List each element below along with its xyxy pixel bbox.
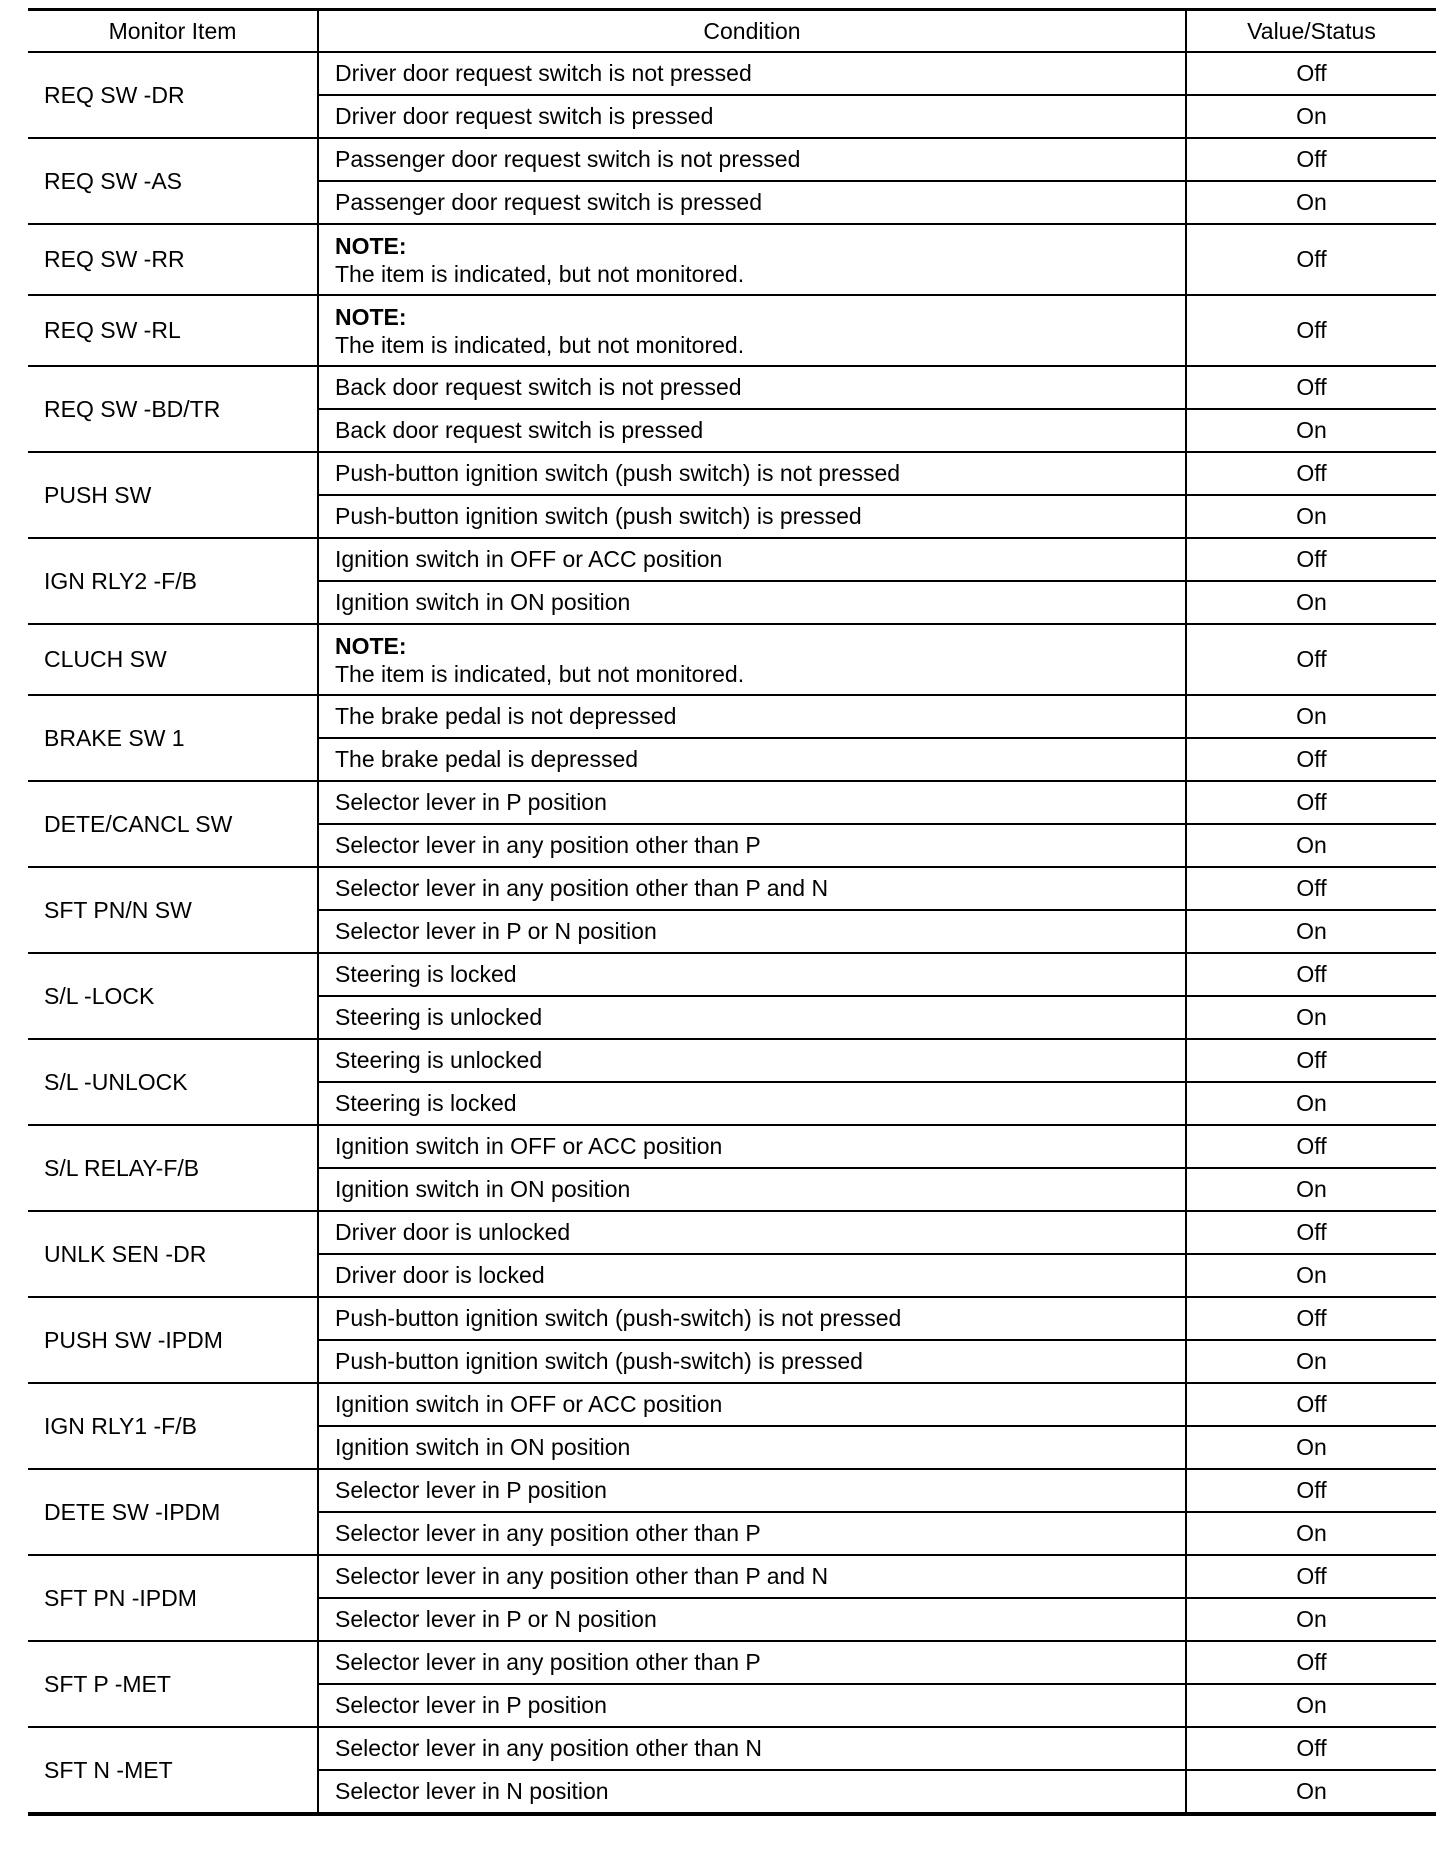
value-status-cell: Off	[1186, 953, 1436, 996]
value-status-cell: Off	[1186, 138, 1436, 181]
table-body	[28, 52, 1436, 1814]
table-row	[28, 1039, 1436, 1082]
value-status-cell: Off	[1186, 1641, 1436, 1684]
value-status-cell: Off	[1186, 624, 1436, 695]
condition-cell: Selector lever in P or N position	[318, 1598, 1186, 1641]
value-status-cell: Off	[1186, 1727, 1436, 1770]
condition-cell: Selector lever in P position	[318, 1684, 1186, 1727]
value-status-cell: Off	[1186, 781, 1436, 824]
header-monitor-item: Monitor Item	[28, 10, 318, 53]
value-status-cell: On	[1186, 1168, 1436, 1211]
value-status-cell: On	[1186, 1598, 1436, 1641]
condition-cell: Selector lever in P position	[318, 1469, 1186, 1512]
value-status-cell: On	[1296, 1778, 1327, 1804]
header-value-status: Value/Status	[1186, 10, 1436, 53]
value-status-cell: Off	[1186, 52, 1436, 95]
monitor-item-cell: IGN RLY1 -F/B	[28, 1383, 318, 1469]
condition-cell: Driver door is locked	[318, 1254, 1186, 1297]
value-status-cell: Off	[1186, 1125, 1436, 1168]
note-text: The item is indicated, but not monitored.	[335, 260, 745, 287]
note-label: NOTE:	[335, 232, 407, 259]
value-status-cell: Off	[1186, 738, 1436, 781]
monitor-item-cell: SFT P -MET	[28, 1641, 318, 1727]
condition-cell: Ignition switch in OFF or ACC position	[318, 538, 1186, 581]
condition-cell: Selector lever in any position other than P and N	[318, 1555, 1186, 1598]
condition-cell: Push-button ignition switch (push switch) is pressed	[318, 495, 1186, 538]
table-row	[28, 538, 1436, 581]
value-status-cell: Off	[1186, 366, 1436, 409]
value-status-cell: Off	[1186, 224, 1436, 295]
value-status-cell: On	[1186, 1512, 1436, 1555]
condition-cell: The brake pedal is depressed	[318, 738, 1186, 781]
condition-cell: Driver door request switch is pressed	[318, 95, 1186, 138]
header-condition: Condition	[318, 10, 1186, 53]
condition-cell: Ignition switch in ON position	[318, 1168, 1186, 1211]
table-row	[28, 452, 1436, 495]
monitor-item-cell: S/L RELAY-F/B	[28, 1125, 318, 1211]
note-label: NOTE:	[335, 632, 407, 659]
table-row	[28, 366, 1436, 409]
condition-cell: Selector lever in P position	[318, 781, 1186, 824]
condition-cell: Driver door request switch is not pressed	[318, 52, 1186, 95]
value-status-cell: On	[1186, 695, 1436, 738]
value-status-cell: On	[1186, 910, 1436, 953]
table-row	[28, 295, 1436, 366]
value-status-cell: Off	[1186, 867, 1436, 910]
condition-cell: Selector lever in N position	[318, 1770, 1186, 1814]
table-row	[28, 1125, 1436, 1168]
value-status-cell: On	[1186, 95, 1436, 138]
condition-cell: Ignition switch in OFF or ACC position	[318, 1125, 1186, 1168]
table-row	[28, 624, 1436, 695]
condition-cell: Ignition switch in ON position	[318, 581, 1186, 624]
monitor-item-cell: CLUCH SW	[28, 624, 318, 695]
table-row	[28, 138, 1436, 181]
table-row	[28, 1297, 1436, 1340]
monitor-item-cell: S/L -LOCK	[28, 953, 318, 1039]
condition-cell: Ignition switch in OFF or ACC position	[318, 1383, 1186, 1426]
table-row	[28, 1641, 1436, 1684]
condition-cell: Push-button ignition switch (push-switch) is not pressed	[318, 1297, 1186, 1340]
value-status-cell: On	[1186, 581, 1436, 624]
table-row	[28, 781, 1436, 824]
monitor-item-cell: UNLK SEN -DR	[28, 1211, 318, 1297]
condition-cell: Selector lever in any position other than P	[318, 824, 1186, 867]
table-row	[28, 953, 1436, 996]
table-row	[28, 1469, 1436, 1512]
condition-cell: Ignition switch in ON position	[318, 1426, 1186, 1469]
value-status-cell: Off	[1186, 1555, 1436, 1598]
monitor-item-table	[28, 8, 1436, 1816]
monitor-item-cell: REQ SW -BD/TR	[28, 366, 318, 452]
monitor-item-cell: DETE/CANCL SW	[28, 781, 318, 867]
condition-cell: Passenger door request switch is pressed	[318, 181, 1186, 224]
value-status-cell: Off	[1186, 452, 1436, 495]
monitor-item-cell: REQ SW -AS	[28, 138, 318, 224]
table-row	[28, 1211, 1436, 1254]
condition-cell: Push-button ignition switch (push-switch) is pressed	[318, 1340, 1186, 1383]
condition-cell: Steering is locked	[318, 1082, 1186, 1125]
condition-cell: Selector lever in any position other than P	[318, 1512, 1186, 1555]
monitor-item-cell: S/L -UNLOCK	[28, 1039, 318, 1125]
value-status-cell: On	[1186, 1254, 1436, 1297]
table-row	[28, 867, 1436, 910]
value-status-cell: Off	[1186, 1383, 1436, 1426]
condition-cell	[318, 224, 1186, 295]
monitor-item-cell: BRAKE SW 1	[28, 695, 318, 781]
condition-cell: Steering is unlocked	[318, 1039, 1186, 1082]
value-status-cell: Off	[1186, 1039, 1436, 1082]
table-row	[28, 224, 1436, 295]
monitor-item-cell: SFT PN -IPDM	[28, 1555, 318, 1641]
monitor-item-cell: DETE SW -IPDM	[28, 1469, 318, 1555]
monitor-item-cell: SFT PN/N SW	[28, 867, 318, 953]
condition-cell: Steering is locked	[318, 953, 1186, 996]
condition-cell	[318, 295, 1186, 366]
condition-cell	[318, 624, 1186, 695]
value-status-cell: Off	[1186, 1211, 1436, 1254]
condition-cell: Driver door is unlocked	[318, 1211, 1186, 1254]
value-status-cell: On	[1186, 1684, 1436, 1727]
monitor-item-cell: REQ SW -RL	[28, 295, 318, 366]
value-status-cell: On	[1186, 1426, 1436, 1469]
table-row	[28, 1727, 1436, 1770]
value-status-cell: On	[1186, 824, 1436, 867]
value-status-cell: Off	[1186, 1469, 1436, 1512]
monitor-item-cell: PUSH SW	[28, 452, 318, 538]
note-text: The item is indicated, but not monitored.	[335, 331, 745, 358]
monitor-item-cell: PUSH SW -IPDM	[28, 1297, 318, 1383]
condition-cell: The brake pedal is not depressed	[318, 695, 1186, 738]
monitor-item-cell: SFT N -MET	[28, 1727, 318, 1814]
condition-cell: Back door request switch is not pressed	[318, 366, 1186, 409]
value-status-cell: Off	[1186, 538, 1436, 581]
condition-cell: Push-button ignition switch (push switch) is not pressed	[318, 452, 1186, 495]
condition-cell: Passenger door request switch is not pressed	[318, 138, 1186, 181]
condition-cell: Selector lever in any position other than P	[318, 1641, 1186, 1684]
table-row	[28, 1555, 1436, 1598]
condition-cell: Back door request switch is pressed	[318, 409, 1186, 452]
monitor-item-cell: REQ SW -DR	[28, 52, 318, 138]
table-row	[28, 52, 1436, 95]
value-status-cell: On	[1186, 495, 1436, 538]
table-row	[28, 695, 1436, 738]
value-status-cell: On	[1186, 1340, 1436, 1383]
value-status-cell: On	[1186, 1082, 1436, 1125]
monitor-item-cell: REQ SW -RR	[28, 224, 318, 295]
condition-cell: Selector lever in P or N position	[318, 910, 1186, 953]
value-status-cell: On	[1186, 996, 1436, 1039]
condition-cell: Selector lever in any position other than N	[318, 1727, 1186, 1770]
note-label: NOTE:	[335, 303, 407, 330]
condition-cell: Selector lever in any position other than P and N	[318, 867, 1186, 910]
table-row	[28, 1383, 1436, 1426]
value-status-cell: Off	[1186, 295, 1436, 366]
note-text: The item is indicated, but not monitored.	[335, 660, 745, 687]
value-status-cell: On	[1186, 181, 1436, 224]
table-header-row	[28, 10, 1436, 53]
value-status-cell: On	[1186, 409, 1436, 452]
monitor-item-cell: IGN RLY2 -F/B	[28, 538, 318, 624]
condition-cell: Steering is unlocked	[318, 996, 1186, 1039]
value-status-cell: Off	[1186, 1297, 1436, 1340]
